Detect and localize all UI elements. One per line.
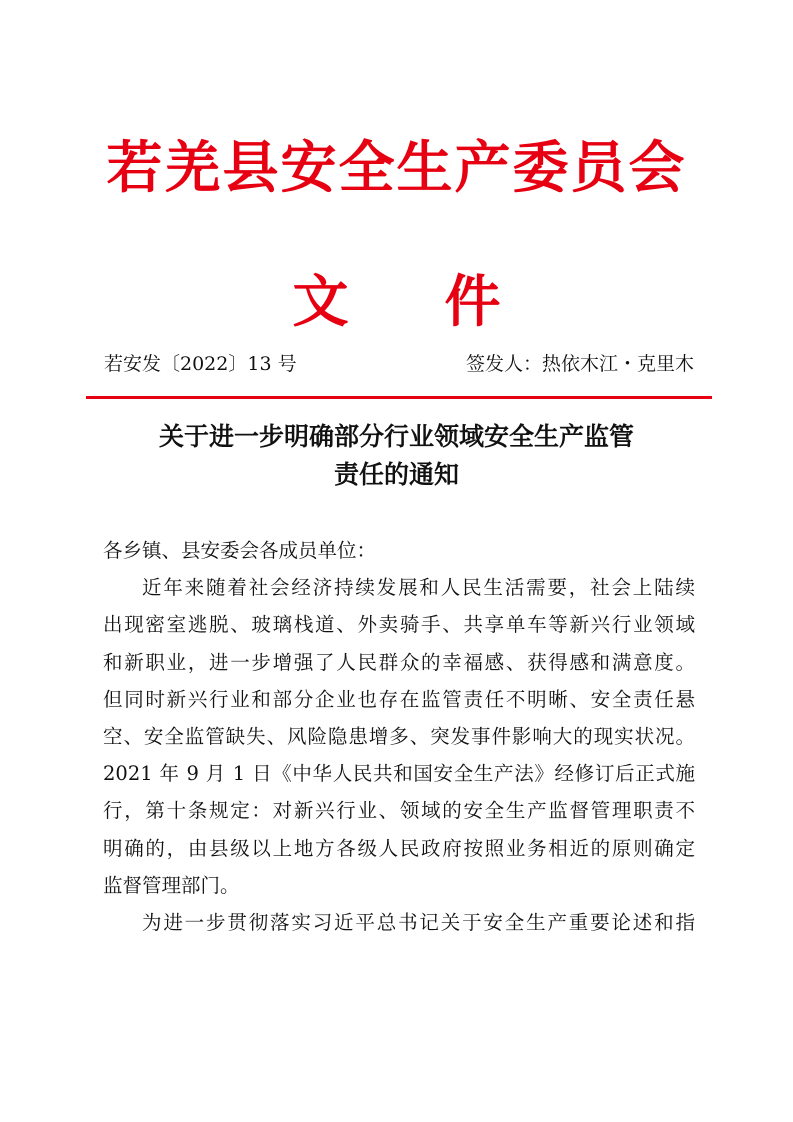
paragraph-line: 但同时新兴行业和部分企业也存在监管责任不明晰、安全责任悬 xyxy=(103,687,695,711)
paragraph-line: 行，第十条规定：对新兴行业、领域的安全生产监督管理职责不 xyxy=(103,799,695,823)
paragraph-2 xyxy=(103,904,695,941)
document-label xyxy=(0,262,793,342)
issuer-title: 若羌县安全生产委员会 xyxy=(106,135,687,201)
paragraph-line: 出现密室逃脱、玻璃栈道、外卖骑手、共享单车等新兴行业领域 xyxy=(103,613,695,637)
notice-title-line-2: 责任的通知 xyxy=(333,460,459,489)
paragraph-1 xyxy=(103,569,695,904)
paragraph-line: 和新职业，进一步增强了人民群众的幸福感、获得感和满意度。 xyxy=(103,650,695,674)
red-divider-line xyxy=(86,396,712,399)
notice-title xyxy=(90,418,703,494)
body-text xyxy=(103,532,695,941)
document-number: 若安发〔2022〕13 号 xyxy=(104,353,297,375)
signer: 签发人：热依木江・克里木 xyxy=(465,353,694,375)
notice-title-line-1: 关于进一步明确部分行业领域安全生产监管 xyxy=(158,422,634,451)
addressee: 各乡镇、县安委会各成员单位： xyxy=(103,539,377,562)
paragraph-line: 近年来随着社会经济持续发展和人民生活需要，社会上陆续 xyxy=(142,576,695,600)
paragraph-line: 空、安全监管缺失、风险隐患增多、突发事件影响大的现实状况。 xyxy=(103,725,695,749)
paragraph-line: 为进一步贯彻落实习近平总书记关于安全生产重要论述和指 xyxy=(142,911,695,935)
paragraph-line: 监督管理部门。 xyxy=(103,873,240,897)
paragraph-line: 明确的，由县级以上地方各级人民政府按照业务相近的原则确定 xyxy=(103,836,695,860)
document-label-char-1: 文 xyxy=(292,269,349,335)
paragraph-line: 2021 年 9 月 1 日《中华人民共和国安全生产法》经修订后正式施 xyxy=(103,762,695,786)
document-label-char-2: 件 xyxy=(444,269,501,335)
document-meta-row xyxy=(104,348,694,380)
